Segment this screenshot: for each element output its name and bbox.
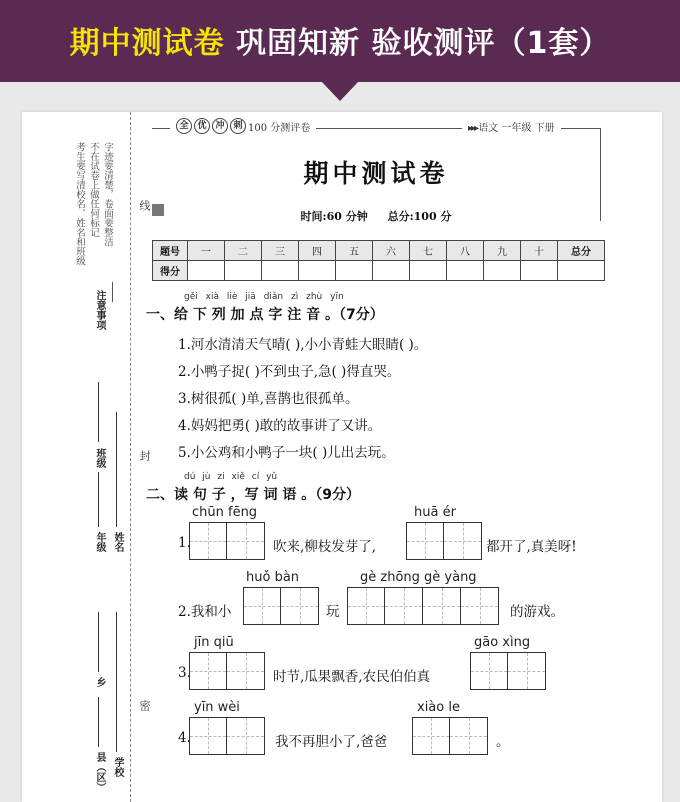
write-cell[interactable] (189, 522, 227, 560)
brand-char-2: 优 (194, 118, 210, 134)
cut-mark-seal: 封 (138, 450, 151, 461)
binding-sidebar (22, 112, 132, 802)
py: jù (202, 472, 211, 482)
score-cell[interactable] (410, 261, 447, 281)
s1-item-5: 5.小公鸡和小鸭子一块( )儿出去玩。 (178, 445, 395, 461)
q4-grid-a[interactable] (189, 717, 265, 755)
s1-item-1: 1.河水清清天气晴( ),小小青蛙大眼睛( )。 (178, 337, 428, 353)
write-cell[interactable] (189, 717, 227, 755)
label-grade: 年级 (94, 532, 105, 552)
note-line-2: 不在试卷上做任何标记 (88, 142, 99, 237)
q3-pinyin-b: gāo xìng (474, 635, 531, 650)
score-cell[interactable] (336, 261, 373, 281)
col-5: 五 (336, 241, 373, 261)
col-8: 八 (447, 241, 484, 261)
table-row (153, 261, 605, 281)
score-cell[interactable] (447, 261, 484, 281)
py: zhù (306, 292, 323, 302)
note-line-3: 字迹要清楚，卷面要整洁 (102, 142, 113, 247)
banner-arrow (321, 81, 359, 101)
q1-pinyin-a: chūn fēng (192, 505, 258, 520)
exam-meta (152, 208, 600, 224)
q4-pinyin-b: xiào le (417, 700, 460, 715)
py: cí (251, 472, 260, 482)
q1-mid: 吹来,柳枝发芽了, (273, 539, 377, 555)
label-name: 姓名 (112, 532, 123, 552)
q2-num: 2.我和小 (178, 604, 232, 620)
q4-end: 。 (496, 734, 510, 750)
score-cell-total[interactable] (558, 261, 605, 281)
cut-line (130, 112, 131, 802)
cut-mark-secret: 密 (138, 700, 151, 711)
col-4: 四 (299, 241, 336, 261)
q1-grid-a[interactable] (189, 522, 265, 560)
brand-label (170, 118, 316, 134)
py: jiā (245, 292, 256, 302)
write-cell[interactable] (385, 587, 423, 625)
score-table (152, 240, 605, 281)
col-2: 二 (225, 241, 262, 261)
py: xià (205, 292, 219, 302)
notes-title: 注意事项 (94, 290, 105, 330)
py: gěi (184, 292, 198, 302)
col-1: 一 (188, 241, 225, 261)
col-10: 十 (521, 241, 558, 261)
q2-grid-b[interactable] (347, 587, 499, 625)
table-row (153, 241, 605, 261)
blank-school[interactable] (116, 612, 117, 752)
score-cell[interactable] (299, 261, 336, 281)
write-cell[interactable] (227, 652, 265, 690)
write-cell[interactable] (412, 717, 450, 755)
blank-county[interactable] (98, 697, 99, 747)
py: diǎn (263, 292, 284, 302)
col-total: 总分 (558, 241, 605, 261)
py: zi (217, 472, 225, 482)
score-cell[interactable] (484, 261, 521, 281)
score-cell[interactable] (188, 261, 225, 281)
blank-class[interactable] (98, 382, 99, 442)
q2-mid: 玩 (326, 604, 340, 620)
section1-pinyin (184, 292, 344, 302)
q3-grid-b[interactable] (470, 652, 546, 690)
section1-heading: 一、给 下 列 加 点 字 注 音 。（7分） (146, 307, 384, 323)
score-cell[interactable] (373, 261, 410, 281)
q2-grid-a[interactable] (243, 587, 319, 625)
banner-title (0, 18, 680, 62)
q3-num: 3. (178, 665, 191, 681)
score-cell[interactable] (262, 261, 299, 281)
write-cell[interactable] (508, 652, 546, 690)
col-3: 三 (262, 241, 299, 261)
exam-paper (22, 112, 662, 802)
label-school: 学校 (112, 757, 123, 777)
blank-name[interactable] (116, 412, 117, 527)
q4-num: 4. (178, 730, 191, 746)
score-cell[interactable] (225, 261, 262, 281)
write-cell[interactable] (227, 522, 265, 560)
label-county: 县（区） (94, 752, 105, 792)
write-cell[interactable] (423, 587, 461, 625)
blank-township[interactable] (98, 612, 99, 672)
grade-info-text: 语文 一年级 下册 (478, 123, 555, 134)
row-label-score: 得分 (153, 261, 188, 281)
score-cell[interactable] (521, 261, 558, 281)
note-line-1: 考生要写清校名、姓名和班级 (74, 142, 85, 266)
section2-heading: 二、读 句 子 ，写 词 语 。（9分） (146, 487, 360, 503)
py: liè (226, 292, 238, 302)
q3-mid: 时节,瓜果飘香,农民伯伯真 (273, 669, 431, 685)
write-cell[interactable] (444, 522, 482, 560)
q1-end: 都开了,真美呀! (486, 539, 577, 555)
py: dú (184, 472, 196, 482)
exam-time: 时间:60 分钟 (300, 210, 368, 223)
write-cell[interactable] (347, 587, 385, 625)
q4-grid-b[interactable] (412, 717, 488, 755)
exam-total: 总分:100 分 (387, 210, 452, 223)
q1-grid-b[interactable] (406, 522, 482, 560)
q1-pinyin-b: huā ér (414, 505, 456, 520)
label-class: 班级 (94, 448, 105, 468)
q1-num: 1. (178, 535, 191, 551)
write-cell[interactable] (406, 522, 444, 560)
write-cell[interactable] (281, 587, 319, 625)
q2-pinyin-b: gè zhōng gè yàng (360, 570, 477, 585)
blank-grade[interactable] (98, 472, 99, 527)
s1-item-2: 2.小鸭子捉( )不到虫子,急( )得直哭。 (178, 364, 401, 380)
write-cell[interactable] (470, 652, 508, 690)
col-6: 六 (373, 241, 410, 261)
q2-pinyin-a: huǒ bàn (246, 570, 300, 585)
write-cell[interactable] (450, 717, 488, 755)
banner-rest: 巩固知新 验收测评（1套） (224, 26, 611, 61)
write-cell[interactable] (243, 587, 281, 625)
write-cell[interactable] (189, 652, 227, 690)
brand-char-4: 刺 (230, 118, 246, 134)
grade-info: ▸▸▸ 语文 一年级 下册 (462, 119, 561, 134)
q4-pinyin-a: yīn wèi (194, 700, 240, 715)
py: zì (291, 292, 299, 302)
q3-pinyin-a: jīn qiū (194, 635, 234, 650)
q2-end: 的游戏。 (510, 604, 564, 620)
brand-char-1: 全 (176, 118, 192, 134)
brand-suffix: 100 分测评卷 (248, 122, 311, 134)
row-label-number: 题号 (153, 241, 188, 261)
banner-highlight: 期中测试卷 (69, 26, 225, 61)
notes-divider (112, 282, 113, 302)
label-township: 乡 (94, 677, 105, 687)
s1-item-3: 3.树很孤( )单,喜鹊也很孤单。 (178, 391, 359, 407)
page-title: 期中测试卷 (303, 159, 449, 188)
write-cell[interactable] (227, 717, 265, 755)
col-9: 九 (484, 241, 521, 261)
s1-item-4: 4.妈妈把勇( )敢的故事讲了又讲。 (178, 418, 382, 434)
write-cell[interactable] (461, 587, 499, 625)
col-7: 七 (410, 241, 447, 261)
section2-pinyin (184, 472, 277, 482)
brand-char-3: 冲 (212, 118, 228, 134)
q4-mid: 我不再胆小了,爸爸 (275, 734, 388, 750)
top-banner (0, 0, 680, 82)
py: xiě (231, 472, 245, 482)
py: yīn (330, 292, 344, 302)
py: yǔ (266, 472, 278, 482)
cut-mark-line: 线 (138, 200, 151, 211)
q3-grid-a[interactable] (189, 652, 265, 690)
